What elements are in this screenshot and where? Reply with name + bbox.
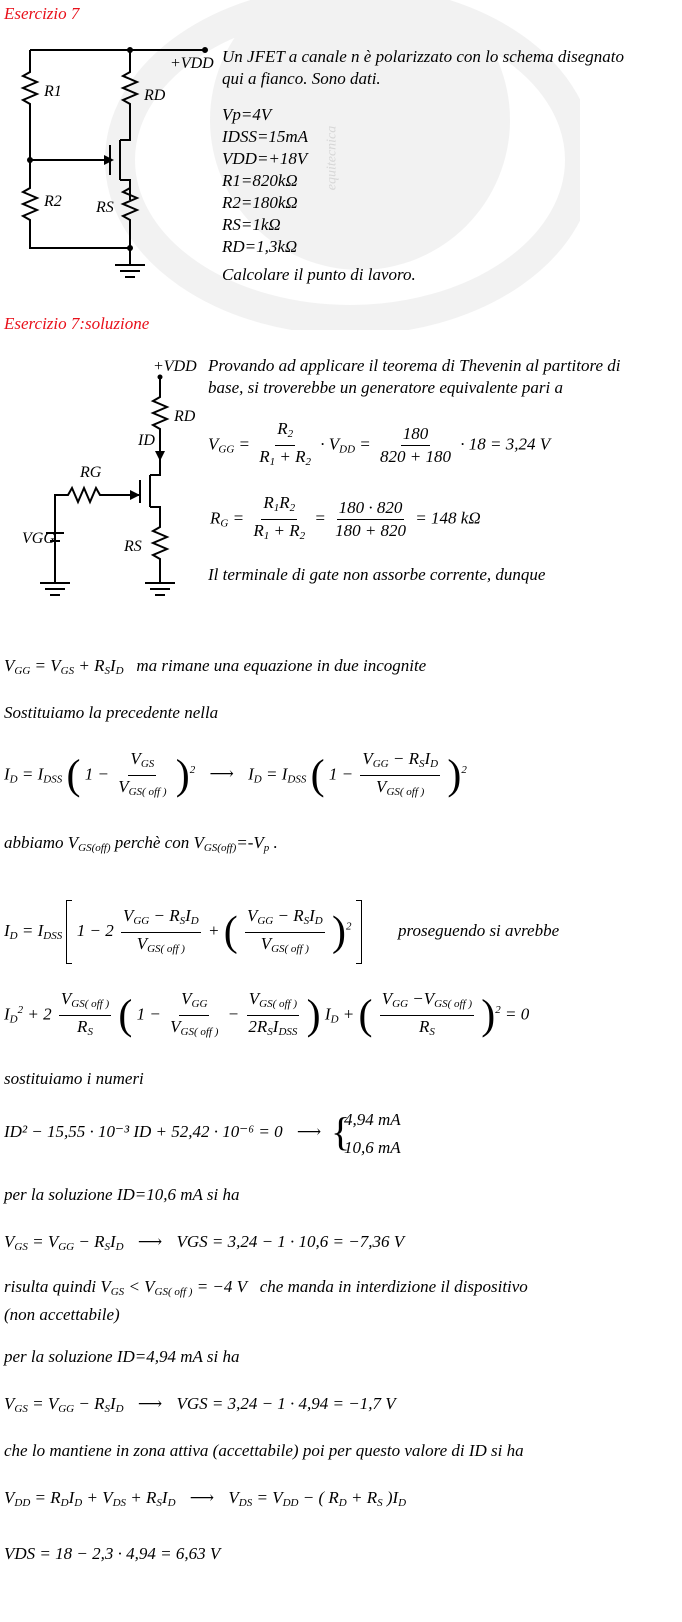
c2-rd-label: RD xyxy=(174,408,196,425)
c2-vgg-label: VGG xyxy=(22,530,55,547)
vgs-494-value: VGS = 3,24 − 1 · 4,94 = −1,7 V xyxy=(176,1394,396,1413)
thevenin-text xyxy=(208,355,621,399)
solution-heading: Esercizio 7:soluzione xyxy=(4,314,150,333)
c1-r1-label: R1 xyxy=(44,83,62,100)
given-idss: IDSS=15mA xyxy=(222,127,309,146)
given-rs: RS=1kΩ xyxy=(222,215,281,234)
c2-rs-label: RS xyxy=(124,538,142,555)
given-r1: R1=820kΩ xyxy=(222,171,298,190)
quadratic-numeric: ID² − 15,55 · 10⁻³ ID + 52,42 · 10⁻⁶ = 0 ⟶ xyxy=(4,1122,322,1141)
vgg-den: 820 + 180 xyxy=(380,447,452,466)
given-vp: Vp=4V xyxy=(222,105,272,124)
vgs-494-equation: $V_{GS} = V_{GG} - R_SI_D$ ⟶ VGS = 3,24 − 1 · 4,94 = −1,7 V xyxy=(4,1394,396,1415)
given-rd: RD=1,3kΩ xyxy=(222,237,298,256)
numbers-text: sostituiamo i numeri xyxy=(4,1069,144,1088)
kvl-comment: ma rimane una equazione in due incognite xyxy=(136,656,427,675)
c1-rs-label: RS xyxy=(96,199,114,216)
vgsoff-note: abbiamo $V_{GS(off)}$ perchè con $V_{GS(off)}=-V_p$ . xyxy=(4,833,278,854)
active-zone-text: che lo mantiene in zona attiva (accettabile) poi per questo valore di ID si ha xyxy=(4,1441,524,1460)
given-vdd: VDD=+18V xyxy=(222,149,308,168)
vgg-equation: $V_{GG}$ = $\frac{R_2}{R_1 + R_2}$ · $V_{DD}$ = $\frac{180}{820 + 180}$ · 18 = 3,24 V xyxy=(208,419,551,468)
case-494-text: per la soluzione ID=4,94 mA si ha xyxy=(4,1347,240,1366)
quadratic-general: $I_D^2 + 2$ $\frac{V_{GS( off )}}{R_S}$ ( 1 − $\frac{V_{GG}}{V_{GS( off )}}$ − $\frac{V_{GS( off )}}{2R_SI_{DSS}}$ ) $I_D$ + ( $\frac{V_{GG} -V_{GS( off )}}{R_S}$ )$^2$ = 0 xyxy=(4,989,530,1039)
case-106-text: per la soluzione ID=10,6 mA si ha xyxy=(4,1185,240,1204)
thevenin-line2: base, si troverebbe un generatore equivalente pari a xyxy=(208,378,564,397)
vgg-num: 180 xyxy=(401,423,431,446)
risulta-text: risulta quindi $V_{GS} < V_{GS( off )} = -4$ V che manda in interdizione il dispositivo xyxy=(4,1277,528,1298)
problem-text xyxy=(222,46,624,286)
gate-text: Il terminale di gate non assorbe corrente, dunque xyxy=(208,565,546,584)
vgg-result: · 18 = 3,24 V xyxy=(460,434,551,454)
c2-rg-label: RG xyxy=(80,464,102,481)
given-r2: R2=180kΩ xyxy=(222,193,298,212)
kvl-equation: $V_{GG} = V_{GS} + R_SI_D$ ma rimane una equazione in due incognite xyxy=(4,656,427,677)
solution-a: 4,94 mA xyxy=(344,1110,401,1129)
quadratic-numeric-expr: ID² − 15,55 · 10⁻³ ID + 52,42 · 10⁻⁶ = 0 xyxy=(4,1122,283,1141)
c1-vdd-label: +VDD xyxy=(170,55,214,72)
proseguendo-text: proseguendo si avrebbe xyxy=(398,921,560,940)
thevenin-line1: Provando ad applicare il teorema di Thevenin al partitore di xyxy=(208,356,621,375)
vgs-106-value: VGS = 3,24 − 1 · 10,6 = −7,36 V xyxy=(176,1232,405,1251)
circuit-diagram-1 xyxy=(10,40,220,280)
problem-intro-line2: qui a fianco. Sono dati. xyxy=(222,69,381,88)
c1-r2-label: R2 xyxy=(44,193,62,210)
exercise-heading: Esercizio 7 xyxy=(4,4,80,23)
vgs-106-equation: $V_{GS} = V_{GG} - R_SI_D$ ⟶ VGS = 3,24 − 1 · 10,6 = −7,36 V xyxy=(4,1232,405,1253)
c1-rd-label: RD xyxy=(144,87,166,104)
rg-equation: $R_G$ = $\frac{R_1R_2}{R_1 + R_2}$ = $\frac{180 \cdot 820}{180 + 820}$ = 148 kΩ xyxy=(210,493,481,542)
watermark-text: equitecnica xyxy=(324,125,340,191)
circuit-diagram-2 xyxy=(10,355,210,600)
expanded-equation: $I_D = I_{DSS}$ 1 − 2 $\frac{V_{GG} - R_SI_D}{V_{GS( off )}}$ + ( $\frac{V_{GG} - R_SI_D}{V_{GS( off )}}$ )$^2$ xyxy=(4,900,362,964)
substitute-text: Sostituiamo la precedente nella xyxy=(4,703,219,722)
rg-num: 180 · 820 xyxy=(337,497,405,520)
solution-b: 10,6 mA xyxy=(344,1138,401,1157)
shockley-equation: $I_D = I_{DSS}$ ( 1 − $\frac{V_{GS}}{V_{GS( off )}}$ )$^2$ ⟶ $I_D = I_{DSS}$ ( 1 − $\frac{V_{GG} - R_SI_D}{V_{GS( off )}}$ )$^2$ xyxy=(4,749,467,799)
problem-ask: Calcolare il punto di lavoro. xyxy=(222,265,416,284)
problem-intro-line1: Un JFET a canale n è polarizzato con lo schema disegnato xyxy=(222,47,624,66)
rg-den: 180 + 820 xyxy=(335,521,407,540)
risulta-comment: che manda in interdizione il dispositivo xyxy=(259,1277,528,1296)
vds-final: VDS = 18 − 2,3 · 4,94 = 6,63 V xyxy=(4,1544,221,1563)
vds-equation: $V_{DD} = R_DI_D + V_{DS} + R_SI_D$ ⟶ $V_{DS} = V_{DD}$ − ( $R_D + R_S$ )$I_D$ xyxy=(4,1488,407,1509)
c2-vdd-label: +VDD xyxy=(153,358,197,375)
non-accettabile: (non accettabile) xyxy=(4,1305,120,1324)
solutions-brace: { xyxy=(331,1109,351,1154)
c2-id-label: ID xyxy=(138,432,155,449)
rg-result: = 148 kΩ xyxy=(415,508,481,528)
